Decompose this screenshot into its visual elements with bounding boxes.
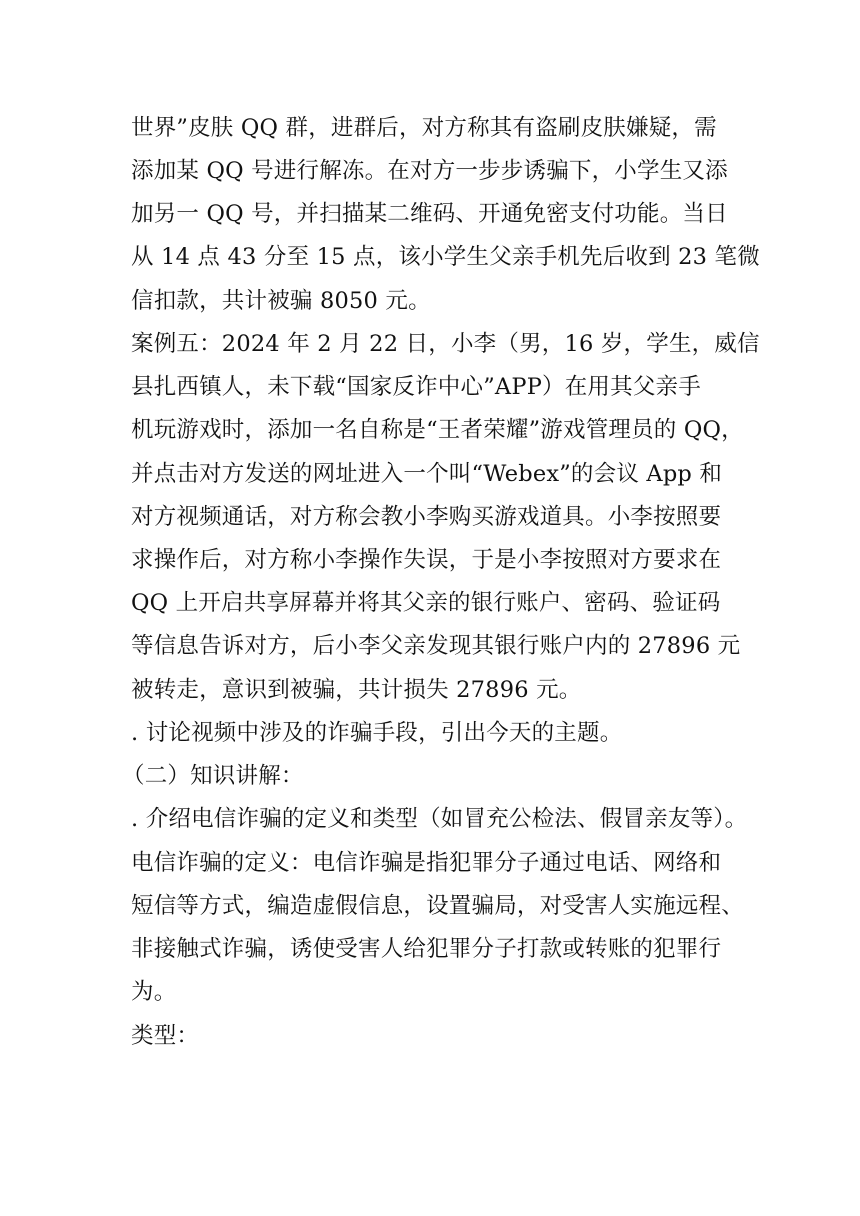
text-line: 非接触式诈骗，诱使受害人给犯罪分子打款或转账的犯罪行 — [131, 936, 722, 962]
text-line: 电信诈骗的定义：电信诈骗是指犯罪分子通过电话、网络和 — [131, 850, 722, 876]
text-line: 添加某 QQ 号进行解冻。在对方一步步诱骗下，小学生又添 — [131, 158, 728, 184]
text-line: 加另一 QQ 号，并扫描某二维码、开通免密支付功能。当日 — [131, 201, 728, 227]
text-line: 世界”皮肤 QQ 群，进群后，对方称其有盗刷皮肤嫌疑，需 — [131, 115, 717, 141]
text-line: QQ 上开启共享屏幕并将其父亲的银行账户、密码、验证码 — [131, 590, 721, 616]
text-line: 机玩游戏时，添加一名自称是“王者荣耀”游戏管理员的 QQ， — [131, 417, 744, 443]
text-line: 并点击对方发送的网址进入一个叫“Webex”的会议 App 和 — [131, 461, 723, 487]
text-line: 求操作后，对方称小李操作失误，于是小李按照对方要求在 — [131, 547, 722, 573]
text-line: 信扣款，共计被骗 8050 元。 — [131, 288, 431, 314]
text-line: 县扎西镇人，未下载“国家反诈中心”APP）在用其父亲手 — [131, 374, 701, 400]
text-line: 类型： — [131, 1023, 200, 1049]
text-line: 短信等方式，编造虚假信息，设置骗局，对受害人实施远程、 — [131, 893, 744, 919]
text-line: 对方视频通话，对方称会教小李购买游戏道具。小李按照要 — [131, 504, 722, 530]
list-item: . 介绍电信诈骗的定义和类型（如冒充公检法、假冒亲友等）。 — [131, 806, 748, 832]
text-line: 等信息告诉对方，后小李父亲发现其银行账户内的 27896 元 — [131, 633, 741, 659]
section-heading: （二）知识讲解： — [122, 763, 304, 789]
list-item: . 讨论视频中涉及的诈骗手段，引出今天的主题。 — [131, 720, 623, 746]
text-line: 被转走，意识到被骗，共计损失 27896 元。 — [131, 677, 582, 703]
text-line: 案例五：2024 年 2 月 22 日，小李（男，16 岁，学生，威信 — [131, 331, 760, 357]
text-line: 从 14 点 43 分至 15 点，该小学生父亲手机先后收到 23 笔微 — [131, 244, 760, 270]
text-line: 为。 — [131, 979, 177, 1005]
